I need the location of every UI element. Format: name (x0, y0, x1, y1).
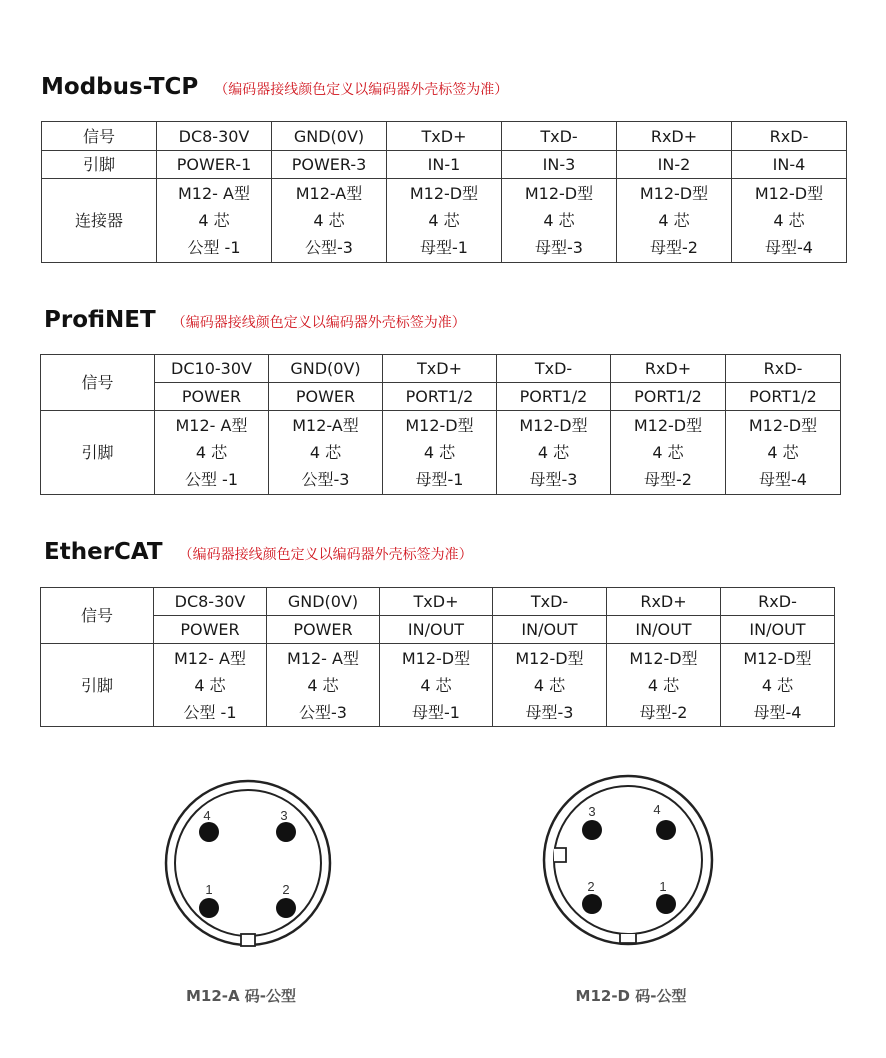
ethercat-table (40, 587, 835, 727)
signal-cell: TxD+ (387, 122, 502, 151)
diagram-caption: M12-D 码-公型 (575, 987, 687, 1005)
connector-cell: M12-A型 4 芯 公型-3 (269, 411, 383, 495)
coding-key-bottom (620, 934, 636, 943)
modbus-table (41, 121, 847, 263)
signal-cell: TxD+ (380, 588, 493, 616)
connector-cell: M12- A型 4 芯 公型 -1 (154, 644, 267, 727)
connector-cell: M12-D型 4 芯 母型-2 (611, 411, 726, 495)
outer-ring (166, 781, 330, 945)
section-note: （编码器接线颜色定义以编码器外壳标签为准） (214, 82, 509, 98)
pin-label: 2 (282, 882, 290, 897)
row-label-pin: 引脚 (41, 411, 155, 495)
row-label-signal: 信号 (41, 588, 154, 644)
section-name: EtherCAT (44, 539, 163, 565)
section-name: Modbus-TCP (41, 74, 199, 100)
section-title-profinet (44, 307, 466, 333)
pin-label: 2 (587, 879, 595, 894)
pin-label: 3 (588, 804, 596, 819)
connector-cell: M12- A型 4 芯 公型 -1 (157, 179, 272, 263)
connector-cell: M12-D型 4 芯 母型-2 (607, 644, 721, 727)
pin-cell: IN/OUT (607, 616, 721, 644)
signal-cell: RxD+ (611, 355, 726, 383)
section-name: ProfiNET (44, 307, 156, 333)
signal-cell: GND(0V) (267, 588, 380, 616)
coding-key (241, 934, 255, 946)
connector-cell: M12-D型 4 芯 母型-2 (617, 179, 732, 263)
row-label-pin: 引脚 (42, 151, 157, 179)
pin-label: 1 (659, 879, 667, 894)
profinet-table (40, 354, 841, 495)
m12-a-connector-diagram (160, 775, 340, 955)
pin-cell: POWER (269, 383, 383, 411)
signal-cell: GND(0V) (272, 122, 387, 151)
signal-cell: TxD- (497, 355, 611, 383)
signal-cell: TxD+ (383, 355, 497, 383)
signal-cell: DC8-30V (157, 122, 272, 151)
pin-cell: POWER (154, 616, 267, 644)
pin-label: 1 (205, 882, 213, 897)
pin-cell: PORT1/2 (611, 383, 726, 411)
pin-cell: IN-4 (732, 151, 847, 179)
diagram-caption: M12-A 码-公型 (185, 987, 297, 1005)
m12-d-connector-diagram (538, 770, 722, 954)
connector-cell: M12-D型 4 芯 母型-3 (493, 644, 607, 727)
pin-cell: PORT1/2 (497, 383, 611, 411)
connector-cell: M12- A型 4 芯 公型-3 (267, 644, 380, 727)
connector-cell: M12-D型 4 芯 母型-4 (721, 644, 835, 727)
signal-cell: GND(0V) (269, 355, 383, 383)
pin-cell: PORT1/2 (383, 383, 497, 411)
pin-3 (276, 822, 296, 842)
pin-label: 3 (280, 808, 288, 823)
section-title-ethercat (44, 539, 473, 565)
section-note: （编码器接线颜色定义以编码器外壳标签为准） (178, 547, 473, 563)
signal-cell: TxD- (493, 588, 607, 616)
pin-1 (199, 898, 219, 918)
row-label-signal: 信号 (42, 122, 157, 151)
section-note: （编码器接线颜色定义以编码器外壳标签为准） (171, 315, 466, 331)
connector-cell: M12-D型 4 芯 母型-3 (497, 411, 611, 495)
pin-2 (276, 898, 296, 918)
connector-cell: M12-D型 4 芯 母型-3 (502, 179, 617, 263)
signal-cell: DC8-30V (154, 588, 267, 616)
connector-cell: M12-A型 4 芯 公型-3 (272, 179, 387, 263)
pin-3 (582, 820, 602, 840)
section-title-modbus (41, 74, 508, 100)
row-label-connector: 连接器 (42, 179, 157, 263)
signal-cell: RxD+ (607, 588, 721, 616)
signal-cell: RxD- (732, 122, 847, 151)
pin-label: 4 (203, 808, 211, 823)
inner-ring (175, 790, 321, 936)
pin-cell: POWER (155, 383, 269, 411)
inner-ring (554, 786, 702, 934)
pin-4 (199, 822, 219, 842)
pin-label: 4 (653, 802, 661, 817)
row-label-signal: 信号 (41, 355, 155, 411)
signal-cell: DC10-30V (155, 355, 269, 383)
pin-cell: PORT1/2 (726, 383, 841, 411)
pin-1 (656, 894, 676, 914)
connector-cell: M12-D型 4 芯 母型-1 (387, 179, 502, 263)
row-label-pin: 引脚 (41, 644, 154, 727)
pin-cell: IN/OUT (721, 616, 835, 644)
signal-cell: TxD- (502, 122, 617, 151)
pin-cell: IN/OUT (493, 616, 607, 644)
outer-ring (544, 776, 712, 944)
connector-cell: M12-D型 4 芯 母型-4 (732, 179, 847, 263)
pin-cell: POWER-3 (272, 151, 387, 179)
pin-cell: POWER-1 (157, 151, 272, 179)
pin-4 (656, 820, 676, 840)
connector-cell: M12- A型 4 芯 公型 -1 (155, 411, 269, 495)
pin-cell: IN-3 (502, 151, 617, 179)
signal-cell: RxD- (726, 355, 841, 383)
pin-2 (582, 894, 602, 914)
pin-cell: POWER (267, 616, 380, 644)
pin-cell: IN/OUT (380, 616, 493, 644)
coding-key-left (554, 848, 566, 862)
connector-cell: M12-D型 4 芯 母型-1 (383, 411, 497, 495)
connector-cell: M12-D型 4 芯 母型-4 (726, 411, 841, 495)
signal-cell: RxD- (721, 588, 835, 616)
pin-cell: IN-1 (387, 151, 502, 179)
signal-cell: RxD+ (617, 122, 732, 151)
connector-cell: M12-D型 4 芯 母型-1 (380, 644, 493, 727)
pin-cell: IN-2 (617, 151, 732, 179)
